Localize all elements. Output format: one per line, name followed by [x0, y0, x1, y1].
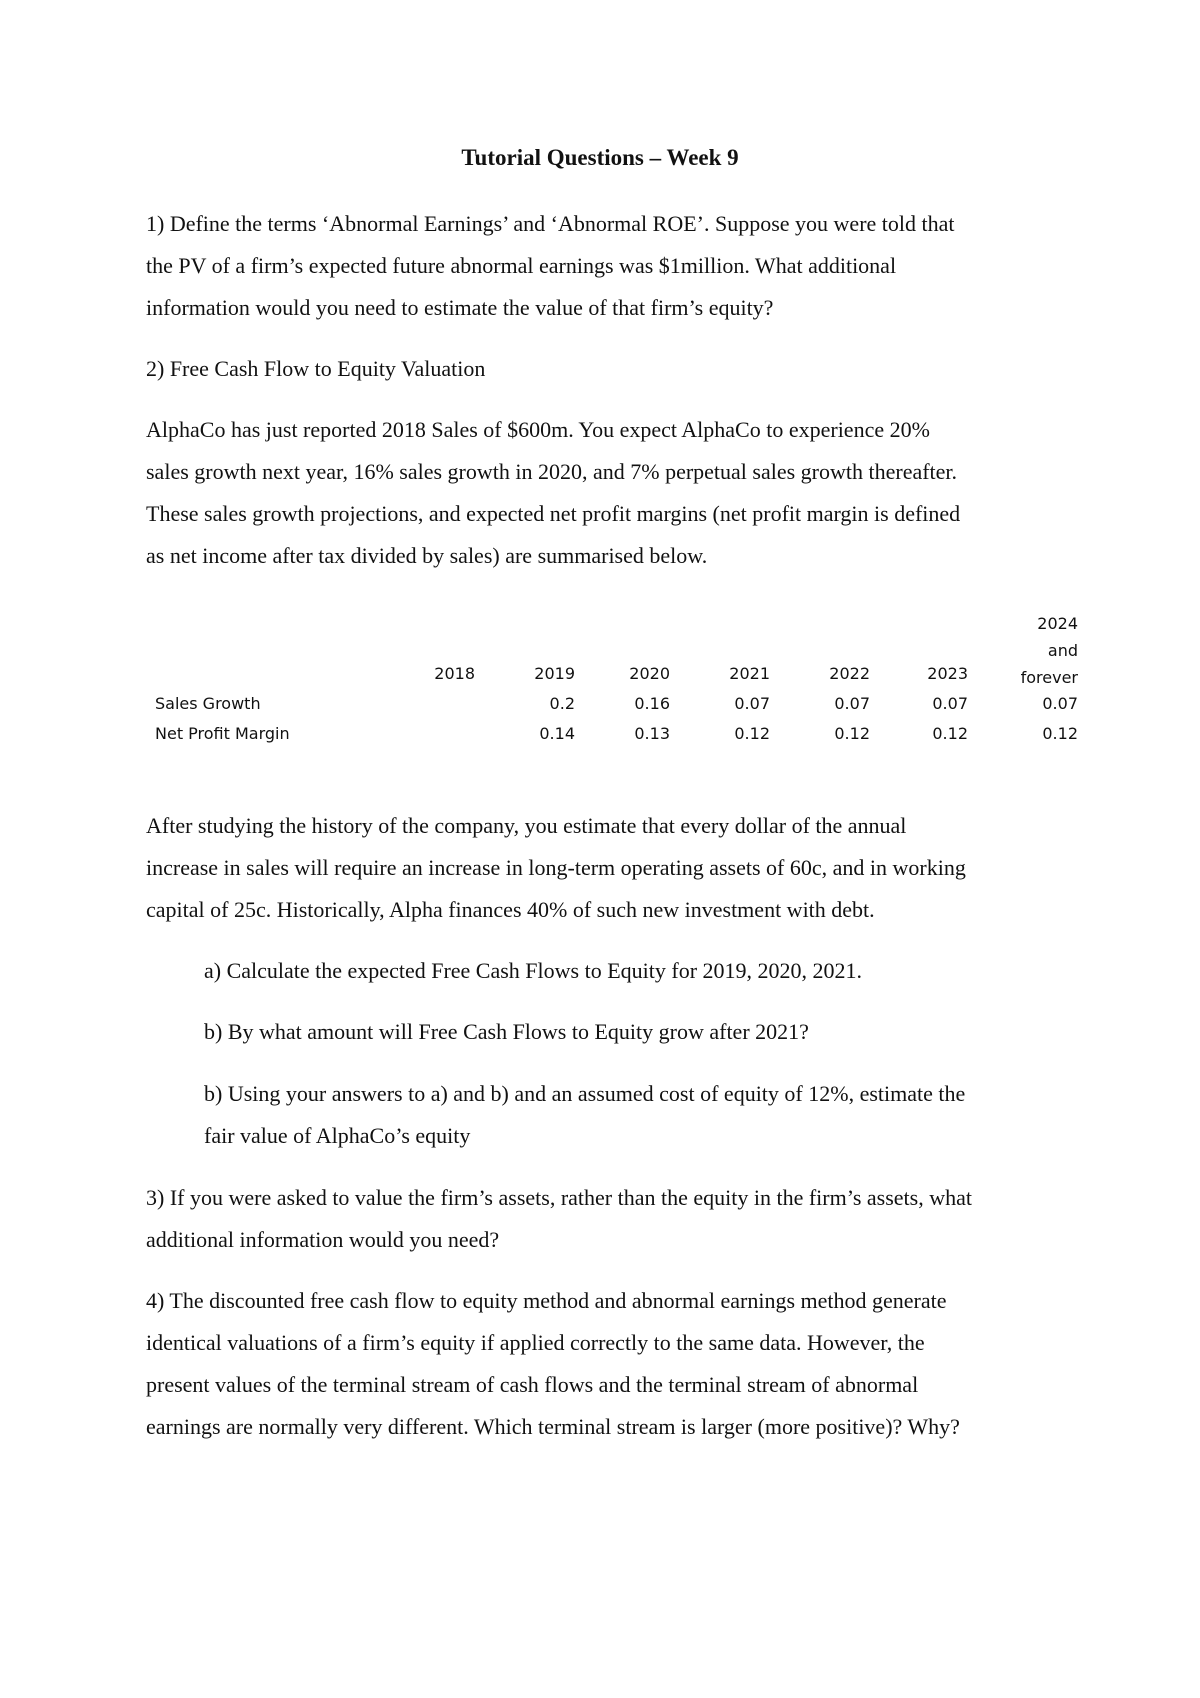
part-c-line: b) Using your answers to a) and b) and an assumed cost of equity of 12%, estimate the [204, 1081, 966, 1106]
question-4-line: present values of the terminal stream of cash flows and the terminal stream of abnormal [146, 1372, 919, 1397]
page-title: Tutorial Questions – Week 9 [461, 145, 739, 170]
header-year: 2022 [829, 664, 870, 683]
question-1 [146, 203, 1076, 329]
part-b-text: b) By what amount will Free Cash Flows to Equity grow after 2021? [204, 1019, 809, 1044]
header-last-column [155, 610, 1078, 691]
header-last-line: forever [1020, 668, 1078, 687]
table-cell: 0.12 [1042, 724, 1078, 743]
question-2-heading-text: 2) Free Cash Flow to Equity Valuation [146, 356, 486, 381]
question-3 [146, 1177, 1076, 1261]
header-last-line: and [1047, 641, 1078, 660]
header-year: 2018 [434, 664, 475, 683]
question-1-line: information would you need to estimate the value of that firm’s equity? [146, 295, 774, 320]
header-year: 2021 [729, 664, 770, 683]
question-2-intro-line: sales growth next year, 16% sales growth in 2020, and 7% perpetual sales growth thereafter. [146, 459, 958, 484]
table-row-sales-growth [155, 694, 1078, 718]
question-2-intro-line: These sales growth projections, and expected net profit margins (net profit margin is defined [146, 501, 961, 526]
table-cell: 0.12 [834, 724, 870, 743]
header-last-line: 2024 [1037, 614, 1078, 633]
part-c-line: fair value of AlphaCo’s equity [204, 1123, 471, 1148]
question-2-intro-line: AlphaCo has just reported 2018 Sales of $600m. You expect AlphaCo to experience 20% [146, 417, 930, 442]
row-label: Net Profit Margin [155, 724, 290, 743]
question-1-line: 1) Define the terms ‘Abnormal Earnings’ and ‘Abnormal ROE’. Suppose you were told that [146, 211, 955, 236]
question-1-line: the PV of a firm’s expected future abnormal earnings was $1million. What additional [146, 253, 897, 278]
question-2-intro-line: as net income after tax divided by sales) are summarised below. [146, 543, 708, 568]
table-cell: 0.12 [932, 724, 968, 743]
table-cell: 0.07 [932, 694, 968, 713]
question-3-line: additional information would you need? [146, 1227, 500, 1252]
question-2-intro [146, 409, 1076, 577]
table-cell: 0.14 [539, 724, 575, 743]
question-4 [146, 1280, 1076, 1448]
table-cell: 0.2 [549, 694, 575, 713]
question-2-part-a [204, 950, 1076, 992]
table-row-net-profit-margin [155, 724, 1078, 748]
assumptions-line: increase in sales will require an increase in long-term operating assets of 60c, and in working [146, 855, 966, 880]
question-2-part-c [204, 1073, 1076, 1157]
header-year: 2019 [534, 664, 575, 683]
assumptions-line: After studying the history of the company, you estimate that every dollar of the annual [146, 813, 907, 838]
question-4-line: identical valuations of a firm’s equity if applied correctly to the same data. However, the [146, 1330, 925, 1355]
question-2-part-b [204, 1011, 1076, 1053]
question-2-assumptions [146, 805, 1076, 931]
question-2-heading [146, 348, 1076, 390]
question-4-line: earnings are normally very different. Which terminal stream is larger (more positive)? Why? [146, 1414, 960, 1439]
table-cell: 0.07 [834, 694, 870, 713]
assumptions-line: capital of 25c. Historically, Alpha finances 40% of such new investment with debt. [146, 897, 875, 922]
row-label: Sales Growth [155, 694, 261, 713]
table-cell: 0.07 [1042, 694, 1078, 713]
table-cell: 0.13 [634, 724, 670, 743]
header-year: 2020 [629, 664, 670, 683]
question-3-line: 3) If you were asked to value the firm’s assets, rather than the equity in the firm’s assets, what [146, 1185, 972, 1210]
table-cell: 0.16 [634, 694, 670, 713]
header-year: 2023 [927, 664, 968, 683]
table-cell: 0.12 [734, 724, 770, 743]
question-4-line: 4) The discounted free cash flow to equity method and abnormal earnings method generate [146, 1288, 947, 1313]
table-cell: 0.07 [734, 694, 770, 713]
part-a-text: a) Calculate the expected Free Cash Flows to Equity for 2019, 2020, 2021. [204, 958, 863, 983]
